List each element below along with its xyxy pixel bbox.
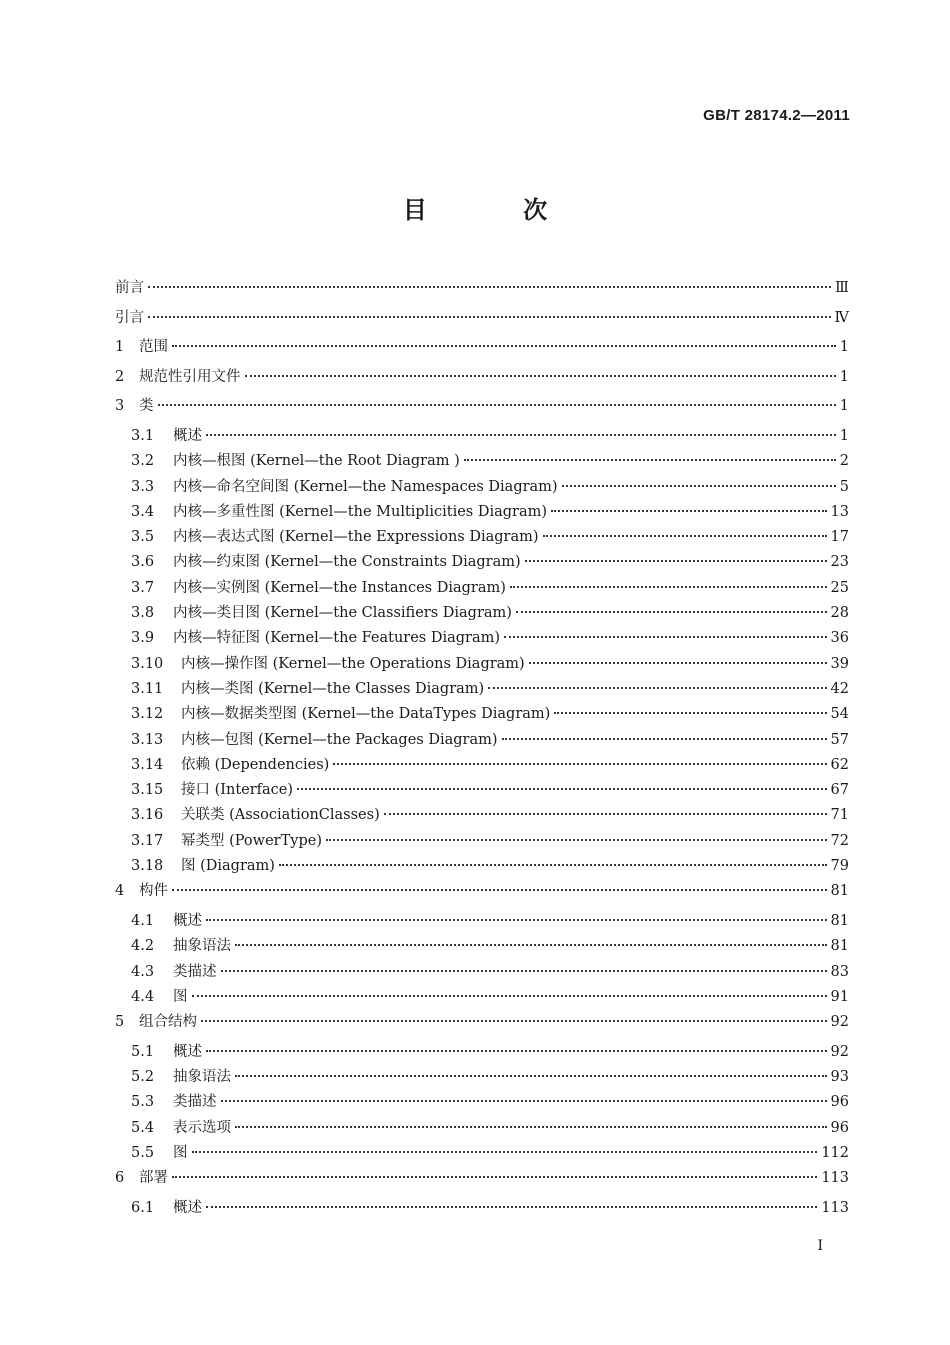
toc-entry-label: 关联类 (AssociationClasses) bbox=[181, 807, 380, 824]
toc-leader-dots bbox=[148, 316, 831, 318]
toc-entry[interactable] bbox=[115, 728, 849, 753]
toc-entry-label: 表示选项 bbox=[173, 1119, 231, 1136]
toc-entry-label: 内核—操作图 (Kernel—the Operations Diagram) bbox=[181, 655, 525, 672]
toc-entry[interactable] bbox=[115, 365, 849, 395]
toc-entry[interactable] bbox=[115, 475, 849, 500]
toc-entry[interactable] bbox=[115, 803, 849, 828]
toc-leader-dots bbox=[245, 375, 836, 377]
toc-leader-dots bbox=[172, 889, 827, 891]
toc-entry-label: 图 bbox=[173, 1144, 188, 1161]
toc-leader-dots bbox=[326, 839, 827, 841]
toc-entry-number: 4.4 bbox=[131, 988, 155, 1005]
toc-leader-dots bbox=[297, 788, 827, 790]
toc-entry-page: 113 bbox=[821, 1199, 849, 1216]
toc-entry[interactable] bbox=[115, 854, 849, 879]
toc-leader-dots bbox=[529, 662, 827, 664]
toc-entry-number: 3.17 bbox=[131, 832, 164, 849]
toc-entry-label: 图 (Diagram) bbox=[181, 858, 275, 875]
toc-entry-label: 概述 bbox=[173, 427, 202, 444]
toc-entry-label: 抽象语法 bbox=[173, 938, 231, 955]
table-of-contents bbox=[115, 276, 849, 1221]
toc-entry[interactable] bbox=[115, 702, 849, 727]
toc-entry-page: 1 bbox=[839, 368, 849, 385]
toc-leader-dots bbox=[148, 286, 831, 288]
toc-entry-number: 3.9 bbox=[131, 630, 155, 647]
toc-entry-label: 内核—命名空间图 (Kernel—the Namespaces Diagram) bbox=[173, 478, 558, 495]
toc-leader-dots bbox=[384, 813, 827, 815]
toc-entry-label: 内核—约束图 (Kernel—the Constraints Diagram) bbox=[173, 554, 521, 571]
toc-entry[interactable] bbox=[115, 550, 849, 575]
toc-entry-number: 4 bbox=[115, 883, 125, 900]
toc-entry-label: 范围 bbox=[139, 339, 168, 356]
toc-entry-page: 62 bbox=[830, 756, 849, 773]
toc-entry[interactable] bbox=[115, 1141, 849, 1166]
toc-leader-dots bbox=[235, 1075, 827, 1077]
toc-entry-page: 39 bbox=[830, 655, 849, 672]
toc-entry[interactable] bbox=[115, 909, 849, 934]
toc-entry-page: 81 bbox=[830, 883, 849, 900]
toc-entry-number: 3.14 bbox=[131, 756, 164, 773]
toc-entry-page: 96 bbox=[830, 1094, 849, 1111]
toc-entry-number: 3.3 bbox=[131, 478, 155, 495]
toc-entry-page: 92 bbox=[830, 1014, 849, 1031]
toc-entry-label: 内核—表达式图 (Kernel—the Expressions Diagram) bbox=[173, 529, 539, 546]
toc-entry-page: 5 bbox=[839, 478, 849, 495]
toc-entry-label: 内核—根图 (Kernel—the Root Diagram ) bbox=[173, 453, 460, 470]
toc-entry-label: 内核—包图 (Kernel—the Packages Diagram) bbox=[181, 731, 498, 748]
toc-entry-page: 1 bbox=[839, 427, 849, 444]
toc-leader-dots bbox=[206, 1050, 827, 1052]
toc-entry-number: 3 bbox=[115, 398, 125, 415]
toc-entry-label: 类描述 bbox=[173, 963, 217, 980]
toc-entry[interactable] bbox=[115, 753, 849, 778]
toc-entry-label: 概述 bbox=[173, 1199, 202, 1216]
toc-entry-label: 引言 bbox=[115, 309, 144, 326]
toc-leader-dots bbox=[333, 763, 826, 765]
toc-entry[interactable] bbox=[115, 778, 849, 803]
toc-entry-number: 3.15 bbox=[131, 782, 164, 799]
toc-entry-page: Ⅳ bbox=[834, 309, 849, 326]
toc-entry-page: 57 bbox=[830, 731, 849, 748]
toc-entry[interactable] bbox=[115, 879, 849, 909]
toc-entry-label: 幂类型 (PowerType) bbox=[181, 832, 322, 849]
toc-entry-page: 93 bbox=[830, 1068, 849, 1085]
toc-entry-page: 13 bbox=[830, 503, 849, 520]
toc-entry-page: 112 bbox=[821, 1144, 849, 1161]
toc-entry[interactable] bbox=[115, 525, 849, 550]
toc-entry-page: 42 bbox=[830, 680, 849, 697]
toc-entry-number: 6 bbox=[115, 1170, 125, 1187]
toc-leader-dots bbox=[158, 404, 836, 406]
toc-entry-page: 1 bbox=[839, 339, 849, 356]
toc-entry-number: 1 bbox=[115, 339, 125, 356]
toc-entry[interactable] bbox=[115, 449, 849, 474]
toc-entry-label: 抽象语法 bbox=[173, 1068, 231, 1085]
toc-leader-dots bbox=[279, 864, 827, 866]
toc-entry[interactable] bbox=[115, 1010, 849, 1040]
toc-entry-page: 81 bbox=[830, 912, 849, 929]
toc-entry-label: 组合结构 bbox=[139, 1014, 197, 1031]
toc-entry-page: 71 bbox=[830, 807, 849, 824]
toc-leader-dots bbox=[206, 434, 836, 436]
toc-leader-dots bbox=[206, 1206, 817, 1208]
toc-entry-number: 5.5 bbox=[131, 1144, 155, 1161]
toc-entry-number: 3.7 bbox=[131, 579, 155, 596]
toc-entry[interactable] bbox=[115, 1116, 849, 1141]
toc-entry-label: 内核—实例图 (Kernel—the Instances Diagram) bbox=[173, 579, 506, 596]
toc-entry-number: 3.18 bbox=[131, 858, 164, 875]
toc-entry[interactable] bbox=[115, 306, 849, 336]
toc-leader-dots bbox=[516, 611, 827, 613]
toc-entry[interactable] bbox=[115, 424, 849, 449]
toc-entry-label: 接口 (Interface) bbox=[181, 782, 294, 799]
toc-leader-dots bbox=[543, 535, 827, 537]
toc-entry-number: 4.1 bbox=[131, 912, 155, 929]
toc-entry[interactable] bbox=[115, 394, 849, 424]
toc-entry-page: 113 bbox=[821, 1170, 849, 1187]
toc-entry-page: 96 bbox=[830, 1119, 849, 1136]
toc-entry-label: 概述 bbox=[173, 1043, 202, 1060]
toc-leader-dots bbox=[551, 510, 827, 512]
toc-entry-page: 25 bbox=[830, 579, 849, 596]
toc-entry-label: 类 bbox=[139, 398, 154, 415]
toc-entry-number: 3.2 bbox=[131, 453, 155, 470]
toc-leader-dots bbox=[562, 485, 836, 487]
toc-entry-number: 3.6 bbox=[131, 554, 155, 571]
toc-entry-label: 内核—类图 (Kernel—the Classes Diagram) bbox=[181, 680, 485, 697]
toc-leader-dots bbox=[201, 1020, 827, 1022]
toc-entry-number: 3.16 bbox=[131, 807, 164, 824]
toc-entry[interactable] bbox=[115, 335, 849, 365]
toc-entry[interactable] bbox=[115, 1090, 849, 1115]
toc-entry-number: 4.2 bbox=[131, 938, 155, 955]
toc-leader-dots bbox=[192, 1151, 818, 1153]
toc-leader-dots bbox=[235, 1126, 827, 1128]
toc-entry-page: Ⅲ bbox=[835, 280, 849, 296]
toc-entry-label: 内核—类目图 (Kernel—the Classifiers Diagram) bbox=[173, 605, 512, 622]
toc-entry-number: 5 bbox=[115, 1014, 125, 1031]
toc-entry-page: 92 bbox=[830, 1043, 849, 1060]
toc-leader-dots bbox=[510, 586, 827, 588]
toc-leader-dots bbox=[464, 459, 836, 461]
toc-entry-page: 1 bbox=[839, 398, 849, 415]
toc-entry-label: 依赖 (Dependencies) bbox=[181, 756, 330, 773]
toc-entry[interactable] bbox=[115, 601, 849, 626]
toc-entry-number: 3.5 bbox=[131, 529, 155, 546]
toc-entry-number: 3.12 bbox=[131, 706, 164, 723]
toc-entry-label: 内核—数据类型图 (Kernel—the DataTypes Diagram) bbox=[181, 706, 551, 723]
page-title: 目 次 bbox=[402, 195, 592, 224]
toc-entry-number: 5.1 bbox=[131, 1043, 155, 1060]
toc-entry-page: 67 bbox=[830, 782, 849, 799]
toc-entry[interactable] bbox=[115, 626, 849, 651]
toc-entry-label: 规范性引用文件 bbox=[139, 368, 241, 385]
toc-entry[interactable] bbox=[115, 1065, 849, 1090]
toc-entry[interactable] bbox=[115, 652, 849, 677]
toc-entry-label: 内核—特征图 (Kernel—the Features Diagram) bbox=[173, 630, 501, 647]
toc-entry-number: 5.3 bbox=[131, 1094, 155, 1111]
toc-entry-page: 83 bbox=[830, 963, 849, 980]
toc-entry-label: 部署 bbox=[139, 1170, 168, 1187]
toc-entry-page: 2 bbox=[839, 453, 849, 470]
toc-entry[interactable] bbox=[115, 934, 849, 959]
toc-entry-page: 72 bbox=[830, 832, 849, 849]
toc-entry-number: 3.11 bbox=[131, 680, 164, 697]
toc-entry-number: 4.3 bbox=[131, 963, 155, 980]
standard-code: GB/T 28174.2—2011 bbox=[703, 107, 850, 124]
toc-entry-number: 5.4 bbox=[131, 1119, 155, 1136]
toc-leader-dots bbox=[235, 944, 827, 946]
toc-entry[interactable] bbox=[115, 1166, 849, 1196]
toc-leader-dots bbox=[192, 995, 827, 997]
toc-entry-label: 前言 bbox=[115, 280, 144, 296]
toc-entry[interactable] bbox=[115, 985, 849, 1010]
toc-entry-page: 81 bbox=[830, 938, 849, 955]
toc-leader-dots bbox=[504, 636, 827, 638]
toc-entry-number: 2 bbox=[115, 368, 125, 385]
toc-leader-dots bbox=[488, 687, 826, 689]
toc-entry-page: 36 bbox=[830, 630, 849, 647]
toc-leader-dots bbox=[502, 738, 827, 740]
toc-entry[interactable] bbox=[115, 500, 849, 525]
toc-entry-number: 3.1 bbox=[131, 427, 155, 444]
toc-entry-label: 类描述 bbox=[173, 1094, 217, 1111]
toc-leader-dots bbox=[221, 1100, 827, 1102]
page-number: I bbox=[817, 1238, 823, 1254]
toc-leader-dots bbox=[221, 970, 827, 972]
toc-entry[interactable] bbox=[115, 677, 849, 702]
toc-leader-dots bbox=[525, 560, 827, 562]
toc-leader-dots bbox=[172, 1176, 817, 1178]
toc-entry[interactable] bbox=[115, 576, 849, 601]
toc-entry-page: 91 bbox=[830, 988, 849, 1005]
toc-entry-label: 概述 bbox=[173, 912, 202, 929]
toc-entry-number: 3.4 bbox=[131, 503, 155, 520]
toc-entry-page: 23 bbox=[830, 554, 849, 571]
toc-entry-number: 3.10 bbox=[131, 655, 164, 672]
toc-leader-dots bbox=[172, 345, 836, 347]
toc-entry[interactable] bbox=[115, 1040, 849, 1065]
toc-entry-number: 3.8 bbox=[131, 605, 155, 622]
toc-entry[interactable] bbox=[115, 960, 849, 985]
toc-entry-page: 54 bbox=[830, 706, 849, 723]
toc-entry-page: 28 bbox=[830, 605, 849, 622]
toc-entry-number: 6.1 bbox=[131, 1199, 155, 1216]
toc-entry-label: 内核—多重性图 (Kernel—the Multiplicities Diagram) bbox=[173, 503, 548, 520]
toc-entry[interactable] bbox=[115, 276, 849, 306]
toc-entry-number: 5.2 bbox=[131, 1068, 155, 1085]
toc-entry-page: 79 bbox=[830, 858, 849, 875]
toc-leader-dots bbox=[206, 919, 827, 921]
toc-entry[interactable] bbox=[115, 829, 849, 854]
toc-entry-label: 构件 bbox=[139, 883, 168, 900]
toc-entry-label: 图 bbox=[173, 988, 188, 1005]
toc-entry-number: 3.13 bbox=[131, 731, 164, 748]
toc-leader-dots bbox=[554, 712, 826, 714]
toc-entry-page: 17 bbox=[830, 529, 849, 546]
toc-entry[interactable] bbox=[115, 1196, 849, 1221]
